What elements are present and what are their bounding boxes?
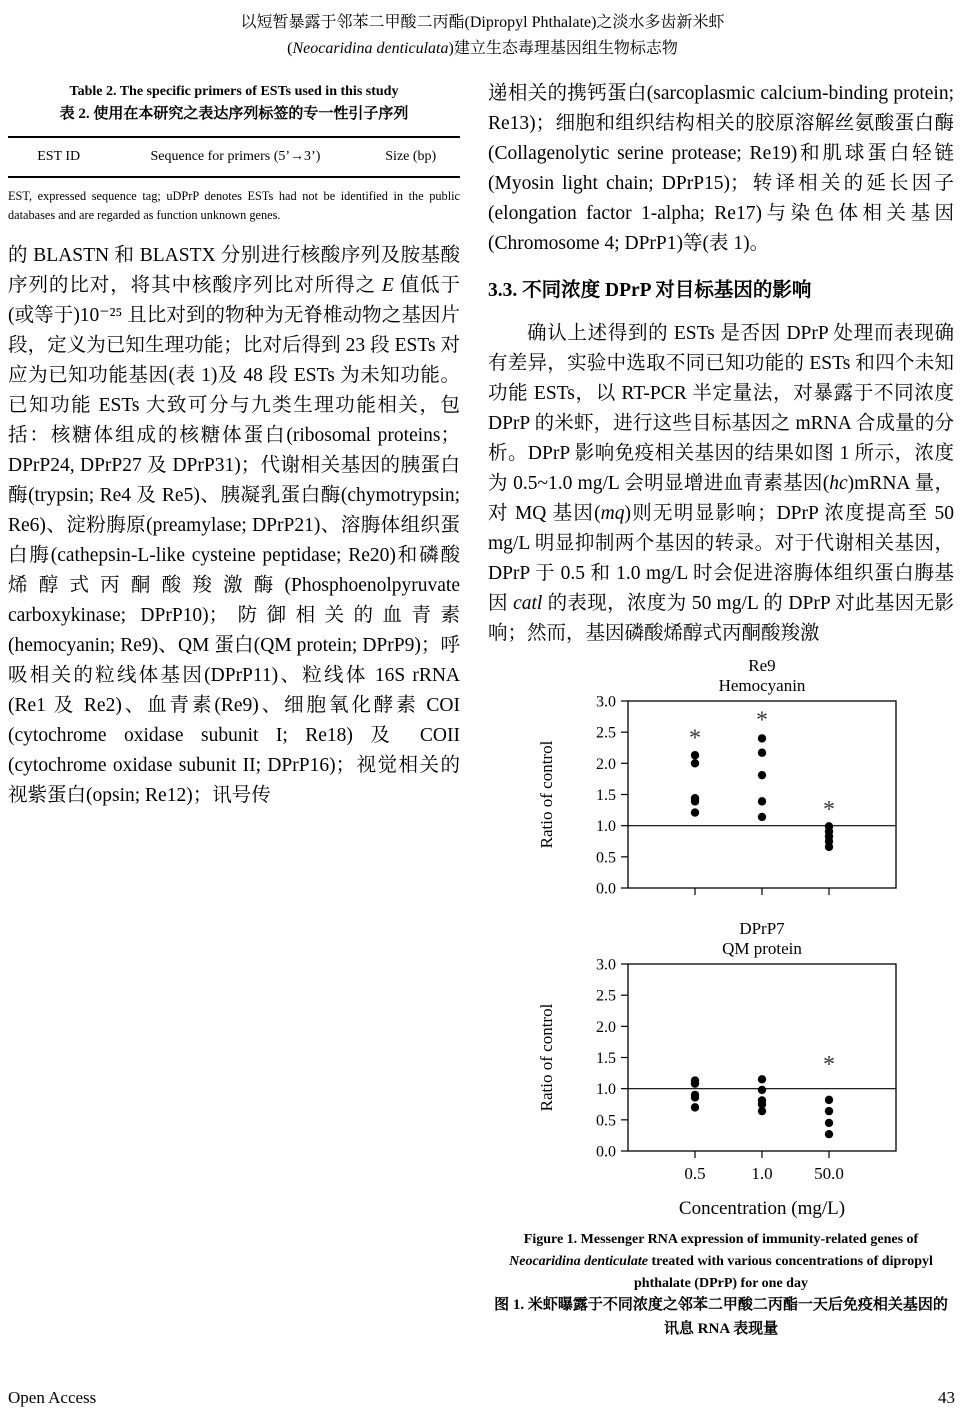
y-tick-label: 2.5 — [596, 724, 616, 742]
scatter-point — [691, 809, 699, 817]
y-tick-label: 0.0 — [596, 1143, 616, 1161]
text-segment: )mRNA 量，对 MQ 基因( — [488, 473, 954, 525]
figure1-chart-dprp7-qm-protein — [488, 918, 954, 1225]
text-segment: catl — [513, 593, 543, 615]
y-tick-label: 1.0 — [596, 818, 616, 836]
scatter-point — [758, 797, 766, 805]
figure-caption-en — [488, 1229, 954, 1294]
y-tick-label: 3.0 — [596, 956, 616, 974]
y-axis-title: Ratio of control — [537, 1003, 556, 1112]
y-tick-label: 2.5 — [596, 987, 616, 1005]
x-tick-label: 0.5 — [684, 1164, 706, 1184]
scatter-point — [758, 1107, 766, 1115]
scatter-point — [825, 1107, 833, 1115]
chart-subtitle: QM protein — [722, 939, 802, 959]
table-caption — [8, 81, 460, 126]
significance-asterisk: * — [823, 1052, 835, 1079]
scatter-point — [825, 1130, 833, 1138]
text-segment: )建立生态毒理基因组生物标志物 — [448, 39, 678, 57]
scatter-point — [758, 813, 766, 821]
y-tick-label: 0.0 — [596, 880, 616, 898]
x-tick-label: 50.0 — [814, 1164, 844, 1184]
doc-title-line2 — [8, 36, 957, 62]
y-tick-label: 1.0 — [596, 1081, 616, 1099]
chart-title: Re9 — [748, 656, 776, 676]
x-axis-title: Concentration (mg/L) — [678, 1198, 846, 1220]
text-segment: treated with various concentrations of dipropyl phthalate (DPrP) for one day — [634, 1253, 933, 1291]
scatter-point — [758, 734, 766, 742]
chart-svg-Re9 — [488, 655, 954, 907]
page-footer — [8, 1388, 955, 1408]
scatter-point — [691, 751, 699, 759]
chart-title: DPrP7 — [739, 919, 785, 939]
significance-asterisk: * — [756, 707, 768, 734]
y-axis-title: Ratio of control — [537, 740, 556, 849]
table-header-row — [8, 137, 460, 177]
figure1-chart-re9-hemocyanin — [488, 655, 954, 912]
table-footnote: EST, expressed sequence tag; uDPrP denotes ESTs had not be identified in the public databases and are regarded as function unknown genes. — [8, 189, 460, 223]
text-segment: hc — [829, 473, 848, 495]
scatter-point — [758, 771, 766, 779]
right-column — [488, 79, 954, 1341]
scatter-point — [758, 749, 766, 757]
text-segment: E — [381, 275, 394, 297]
text-segment: 的表现，浓度为 50 mg/L 的 DPrP 对此基因无影响；然而，基因磷酸烯醇式丙酮酸羧激 — [488, 593, 954, 645]
column-header-est-id: EST ID — [8, 137, 109, 177]
scatter-point — [691, 1080, 699, 1088]
right-paragraph-2 — [488, 319, 954, 649]
left-column — [8, 79, 460, 811]
scatter-point — [691, 759, 699, 767]
table-caption-zh: 表 2. 使用在本研究之表达序列标签的专一性引子序列 — [59, 105, 409, 122]
significance-asterisk: * — [689, 725, 701, 752]
plot-box — [628, 964, 896, 1151]
text-segment: Neocaridina denticulata — [292, 39, 449, 57]
right-paragraph-1: 递相关的携钙蛋白(sarcoplasmic calcium-binding protein; Re13)；细胞和组织结构相关的胶原溶解丝氨酸蛋白酶(Collagenolytic serine protease; Re19)和肌球蛋白轻链(Myosin light chain; DPrP15)；转译相关的延长因子(elongation factor 1-alpha; Re17)与染色体相关基因(Chromosome 4; DPrP1)等(表 1)。 — [488, 83, 954, 255]
primer-table-head — [8, 137, 460, 177]
column-header-sequence: Sequence for primers (5’→3’) — [109, 137, 361, 177]
table-caption-en: Table 2. The specific primers of ESTs used in this study — [69, 84, 399, 100]
left-paragraph — [8, 241, 460, 811]
x-tick-label: 1.0 — [751, 1164, 773, 1184]
chart-subtitle: Hemocyanin — [718, 676, 806, 696]
scatter-point — [691, 1093, 699, 1101]
y-tick-label: 2.0 — [596, 756, 616, 774]
y-tick-label: 0.5 — [596, 1112, 616, 1130]
scatter-point — [825, 1096, 833, 1104]
scatter-point — [825, 1119, 833, 1127]
text-segment: 值低于(或等于)10⁻²⁵ 且比对到的物种为无脊椎动物之基因片段，定义为已知生理功能；比对后得到 23 段 ESTs 对应为已知功能基因(表 1)及 48 段 ESTs 为未知功能。已知功能 ESTs 大致可分与九类生理功能相关，包括：核糖体组成的核糖体蛋白(ribosomal proteins；DPrP24, DPrP27 及 DPrP31)；代谢相关基因的胰蛋白酶(trypsin; Re4 及 Re5)、胰凝乳蛋白酶(chymotrypsin; Re6)、淀粉脢原(preamylase; DPrP21)、溶脢体组织蛋白脢(cathepsin-L-like cysteine peptidase; Re20)和磷酸烯醇式丙酮酸羧激酶(Phosphoenolpyruvate carboxykinase; DPrP10)；防御相关的血青素(hemocyanin; Re9)、QM 蛋白(QM protein; DPrP9)；呼吸相关的粒线体基因(DPrP11)、粒线体 16S rRNA (Re1 及 Re2)、血青素(Re9)、细胞氧化酵素 COI (cytochrome oxidase subunit I; Re18) 及 COII (cytochrome oxidase subunit II; DPrP16)；视觉相关的视紫蛋白(opsin; Re12)；讯号传 — [8, 275, 460, 807]
figure-caption-zh: 图 1. 米虾曝露于不同浓度之邻苯二甲酸二丙酯一天后免疫相关基因的讯息 RNA 表现量 — [494, 1297, 948, 1337]
y-tick-label: 1.5 — [596, 787, 616, 805]
doc-title — [8, 10, 957, 61]
scatter-point — [691, 797, 699, 805]
chart-svg-DPrP7 — [488, 918, 954, 1220]
scatter-point — [758, 1086, 766, 1094]
figure-caption — [488, 1229, 954, 1341]
text-segment: )则无明显影响；DPrP 浓度提高至 50 mg/L 明显抑制两个基因的转录。对于代谢相关基因，DPrP 于 0.5 和 1.0 mg/L 时会促进溶脢体组织蛋白脢基因 — [488, 503, 954, 615]
y-tick-label: 0.5 — [596, 849, 616, 867]
primer-table — [8, 136, 460, 178]
y-tick-label: 1.5 — [596, 1050, 616, 1068]
scatter-point — [758, 1075, 766, 1083]
text-segment: Neocaridina denticulate — [509, 1253, 648, 1269]
text-segment: mq — [600, 503, 625, 525]
text-segment: ( — [287, 39, 293, 57]
scatter-point — [691, 1103, 699, 1111]
y-tick-label: 3.0 — [596, 693, 616, 711]
text-segment: 确认上述得到的 ESTs 是否因 DPrP 处理而表现确有差异，实验中选取不同已知功能的 ESTs 和四个未知功能 ESTs，以 RT-PCR 半定量法，对暴露于不同浓度 DPrP 的米虾，进行这些目标基因之 mRNA 合成量的分析。DPrP 影响免疫相关基因的结果如图 1 所示，浓度为 0.5~1.0 mg/L 会明显增进血青素基因( — [488, 323, 954, 495]
significance-asterisk: * — [823, 797, 835, 824]
two-column-layout — [8, 79, 957, 1341]
y-tick-label: 2.0 — [596, 1019, 616, 1037]
text-segment: Figure 1. Messenger RNA expression of immunity-related genes of — [523, 1232, 919, 1248]
scatter-point — [825, 843, 833, 851]
page-number: 43 — [938, 1388, 955, 1407]
section-heading-3-3: 3.3. 不同浓度 DPrP 对目标基因的影响 — [488, 280, 812, 302]
text-segment: 的 BLASTN 和 BLASTX 分别进行核酸序列及胺基酸序列的比对，将其中核酸序列比对所得之 — [8, 245, 460, 297]
doc-title-line1: 以短暂暴露于邻苯二甲酸二丙酯(Dipropyl Phthalate)之淡水多齿新米虾 — [240, 14, 725, 31]
open-access-label: Open Access — [8, 1388, 97, 1407]
column-header-size: Size (bp) — [361, 137, 460, 177]
